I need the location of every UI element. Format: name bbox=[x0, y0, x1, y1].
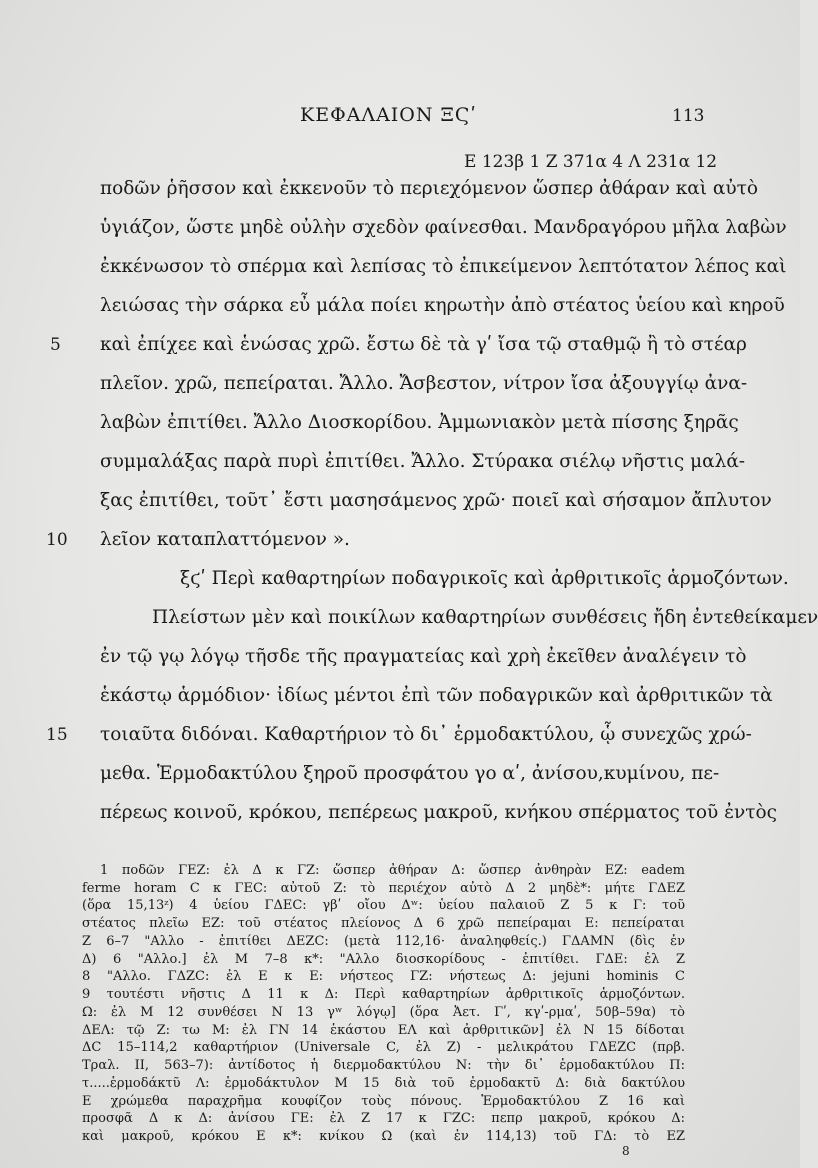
text-line-10: λεῖον καταπλαττόμενον ». bbox=[100, 529, 350, 550]
footnote-line-3: (ὅρα 15,13ᶻ) 4 ὑείου ΓΔΕC: γβʹ οἴου Δʷ: ὑείου παλαιοῦ Ζ 5 κ Γ: τοῦ bbox=[82, 898, 685, 914]
footnote-line-13: τ.....ἑρμοδάκτῦ Λ: ἑρμοδάκτυλον Μ 15 διὰ τοῦ ἑρμοδακτῦ Δ: διὰ δακτύλου bbox=[82, 1075, 685, 1091]
footnote-line-1: 1 ποδῶν ΓΕΖ: ἐλ Δ κ ΓΖ: ὥσπερ ἀθήραν Δ: ὥσπερ ἀνθηρὰν ΕΖ: eadem bbox=[100, 863, 685, 878]
text-line-4: λειώσας τὴν σάρκα εὖ μάλα ποίει κηρωτὴν ἀπὸ στέατος ὑείου καὶ κηροῦ bbox=[100, 295, 785, 316]
manuscript-sigla: E 123β 1 Z 371α 4 Λ 231α 12 bbox=[464, 152, 718, 172]
text-line-15: τοιαῦτα διδόναι. Καθαρτήριον τὸ δι᾽ ἑρμοδακτύλου, ᾧ συνεχῶς χρώ- bbox=[100, 724, 752, 745]
page-number: 113 bbox=[672, 106, 705, 126]
text-line-1: ποδῶν ῥῆσσον καὶ ἐκκενοῦν τὸ περιεχόμενον ὥσπερ ἀθάραν καὶ αὐτὸ bbox=[100, 178, 759, 199]
footnote-line-2: ferme horam C κ ΓΕC: αὐτοῦ Ζ: τὸ περιέχον αὐτὸ Δ 2 μηδὲ*: μήτε ΓΔΕΖ bbox=[82, 880, 685, 896]
line-number-5: 5 bbox=[50, 335, 61, 355]
footnote-line-6: Δ) 6 "Αλλο.] ἐλ Μ 7–8 κ*: "Αλλο διοσκορίδους - ἐπιτίθει. ΓΔΕ: ἐλ Ζ bbox=[82, 951, 685, 967]
footnote-line-15: προσφᾶ Δ κ Δ: ἀνίσου ΓΕ: ἐλ Ζ 17 κ ΓΖC: πεπρ μακροῦ, κρόκου Δ: bbox=[82, 1111, 685, 1127]
text-line-12: Πλείστων μὲν καὶ ποικίλων καθαρτηρίων συνθέσεις ἤδη ἐντεθείκαμεν bbox=[152, 607, 818, 628]
footnote-line-7: 8 "Αλλο. ΓΔΖC: ἐλ Ε κ Ε: νήστεος ΓΖ: νήστεως Δ: jejuni hominis C bbox=[82, 969, 685, 985]
text-line-9: ξας ἐπιτίθει, τοῦτ᾽ ἔστι μασησάμενος χρῶ· ποιεῖ καὶ σήσαμον ἄπλυτον bbox=[100, 490, 772, 511]
text-line-8: συμμαλάξας παρὰ πυρὶ ἐπιτίθει. Ἄλλο. Στύρακα σιέλῳ νῆστις μαλά- bbox=[100, 451, 746, 472]
text-line-3: ἐκκένωσον τὸ σπέρμα καὶ λεπίσας τὸ ἐπικείμενον λεπτότατον λέπος καὶ bbox=[100, 256, 787, 277]
footnote-line-10: ΔΕΛ: τῷ Ζ: τω Μ: ἐλ ΓΝ 14 ἑκάστου ΕΛ καὶ ἀρθριτικῶν] ἐλ Ν 15 δίδοται bbox=[82, 1022, 685, 1038]
text-line-7: λαβὼν ἐπιτίθει. Ἄλλο Διοσκορίδου. Ἀμμωνιακὸν μετὰ πίσσης ξηρᾶς bbox=[100, 412, 739, 433]
text-line-13: ἐν τῷ γῳ λόγῳ τῆσδε τῆς πραγματείας καὶ χρὴ ἐκεῖθεν ἀναλέγειν τὸ bbox=[100, 646, 747, 667]
printer-signature: 8 bbox=[622, 1143, 630, 1158]
footnote-line-16: καὶ μακροῦ, κρόκου Ε κ*: κνίκου Ω (καὶ ἐν 114,13) τοῦ ΓΔ: τὸ ΕΖ bbox=[82, 1129, 685, 1144]
chapter-heading: ξϛʹ Περὶ καθαρτηρίων ποδαγρικοῖς καὶ ἀρθριτικοῖς ἁρμοζόντων. bbox=[180, 568, 789, 589]
running-title: ΚΕΦΑΛΑΙΟΝ ΞϚʹ bbox=[300, 104, 477, 126]
page-header bbox=[0, 104, 800, 130]
text-line-16: μεθα. Ἑρμοδακτύλου ξηροῦ προσφάτου γο αʹ, ἀνίσου,κυμίνου, πε- bbox=[100, 763, 720, 784]
line-number-10: 10 bbox=[46, 530, 68, 550]
footnote-line-12: Τραλ. ΙΙ, 563–7): ἀντίδοτος ἡ διερμοδακτύλου Ν: τὴν δι᾽ ἑρμοδακτύλου Π: bbox=[82, 1058, 685, 1074]
footnote-line-4: στέατος πλεῖω ΕΖ: τοῦ στέατος πλείονος Δ 6 χρῶ πεπείραμαι Ε: πεπείραται bbox=[82, 916, 685, 932]
text-line-6: πλεῖον. χρῶ, πεπείραται. Ἄλλο. Ἄσβεστον, νίτρον ἴσα ἀξουγγίῳ ἀνα- bbox=[100, 373, 748, 394]
footnote-line-11: ΔC 15–114,2 καθαρτήριον (Universale C, ἐλ Ζ) - μελικράτου ΓΔΕΖC (πρβ. bbox=[82, 1040, 685, 1056]
footnote-line-5: Ζ 6–7 "Αλλο - ἐπιτίθει ΔΕΖC: (μετὰ 112,16· ἀναληφθείς.) ΓΔΑΜΝ (δὶς ἐν bbox=[82, 933, 685, 949]
text-line-17: πέρεως κοινοῦ, κρόκου, πεπέρεως μακροῦ, κνήκου σπέρματος τοῦ ἐντὸς bbox=[100, 802, 778, 823]
text-line-14: ἑκάστῳ ἁρμόδιον· ἰδίως μέντοι ἐπὶ τῶν ποδαγρικῶν καὶ ἀρθριτικῶν τὰ bbox=[100, 685, 773, 706]
text-line-5: καὶ ἐπίχεε καὶ ἑνώσας χρῶ. ἔστω δὲ τὰ γʹ ἴσα τῷ σταθμῷ ἢ τὸ στέαρ bbox=[100, 334, 747, 355]
text-line-2: ὑγιάζον, ὥστε μηδὲ οὐλὴν σχεδὸν φαίνεσθαι. Μανδραγόρου μῆλα λαβὼν bbox=[100, 217, 787, 238]
footnote-line-14: Ε χρώμεθα παραχρῆμα κουφίζον τοὺς πόνους. Ἑρμοδακτύλου Ζ 16 καὶ bbox=[82, 1093, 685, 1109]
line-number-15: 15 bbox=[46, 725, 68, 745]
footnote-line-9: Ω: ἐλ Μ 12 συνθέσει Ν 13 γʷ λόγῳ] (ὅρα Ἀετ. Γʹ, κγʹ-ρμαʹ, 50β–59α) τὸ bbox=[82, 1004, 685, 1020]
footnote-line-8: 9 τουτέστι νῆστις Δ 11 κ Δ: Περὶ καθαρτηρίων ἀρθριτικοῖς ἁρμοζόντων. bbox=[82, 987, 685, 1003]
